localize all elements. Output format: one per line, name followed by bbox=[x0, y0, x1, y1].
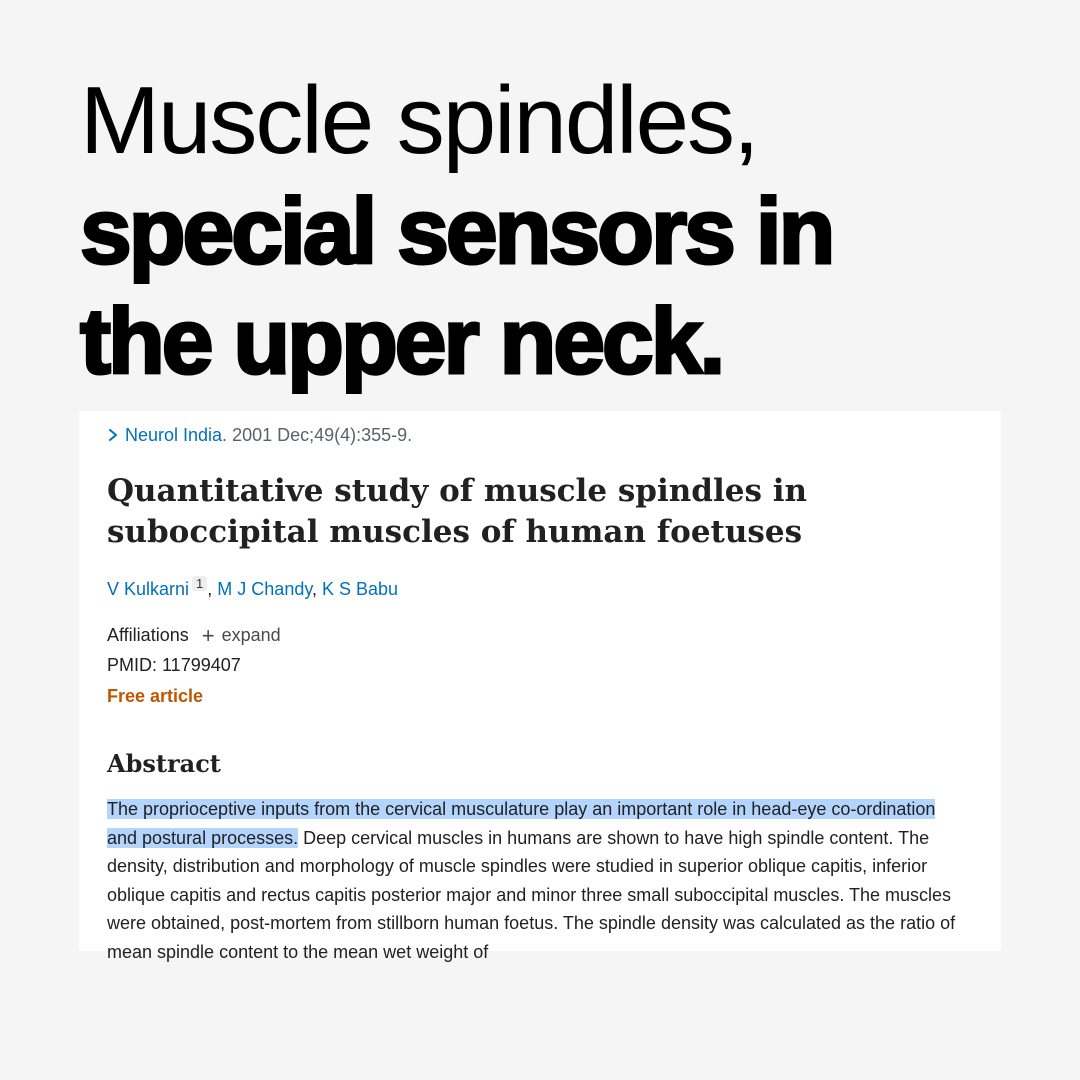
abstract-remaining-text: Deep cervical muscles in humans are shown to have high spindle content. The density, distribution and morphology of muscle spindles were studied in superior oblique capitis, inferior oblique capitis and rectus capitis posterior major and minor three small suboccipital muscles. The muscles were obtained, post-mortem from stillborn human foetus. The spindle density was calculated as the ratio of mean spindle content to the mean wet weight of bbox=[107, 827, 956, 962]
author-link[interactable]: M J Chandy bbox=[217, 579, 312, 599]
headline-line-3: the upper neck. bbox=[80, 289, 723, 393]
plus-icon: + bbox=[201, 623, 215, 648]
journal-citation bbox=[107, 425, 412, 446]
headline-line-1: Muscle spindles, bbox=[80, 67, 758, 174]
free-article-badge: Free article bbox=[107, 686, 204, 706]
affiliations-expand-button[interactable] bbox=[201, 623, 281, 648]
expand-label: expand bbox=[221, 625, 281, 645]
affiliations-row bbox=[107, 623, 281, 649]
chevron-right-icon bbox=[107, 425, 125, 446]
abstract-text bbox=[107, 795, 959, 966]
article-screenshot-card bbox=[79, 411, 1001, 962]
abstract-highlighted-text: The proprioceptive inputs from the cervical musculature play an important role in head-eye co-ordination and postural processes. bbox=[107, 799, 936, 848]
article-title: Quantitative study of muscle spindles in suboccipital muscles of human foetuses bbox=[107, 473, 808, 550]
post-headline bbox=[80, 66, 1040, 396]
headline-line-2: special sensors in bbox=[80, 179, 833, 283]
pmid: PMID: 11799407 bbox=[107, 655, 241, 675]
affiliation-number-badge[interactable]: 1 bbox=[192, 576, 207, 591]
author-list: V Kulkarni 1 , M J Chandy, K S Babu bbox=[107, 576, 399, 599]
citation-date: 2001 Dec;49(4):355-9. bbox=[227, 425, 413, 445]
journal-link[interactable]: Neurol India. bbox=[125, 425, 228, 445]
affiliations-label: Affiliations bbox=[107, 625, 189, 645]
author-link[interactable]: K S Babu bbox=[322, 579, 399, 599]
author-link[interactable]: V Kulkarni bbox=[107, 579, 190, 599]
abstract-heading: Abstract bbox=[107, 749, 221, 778]
